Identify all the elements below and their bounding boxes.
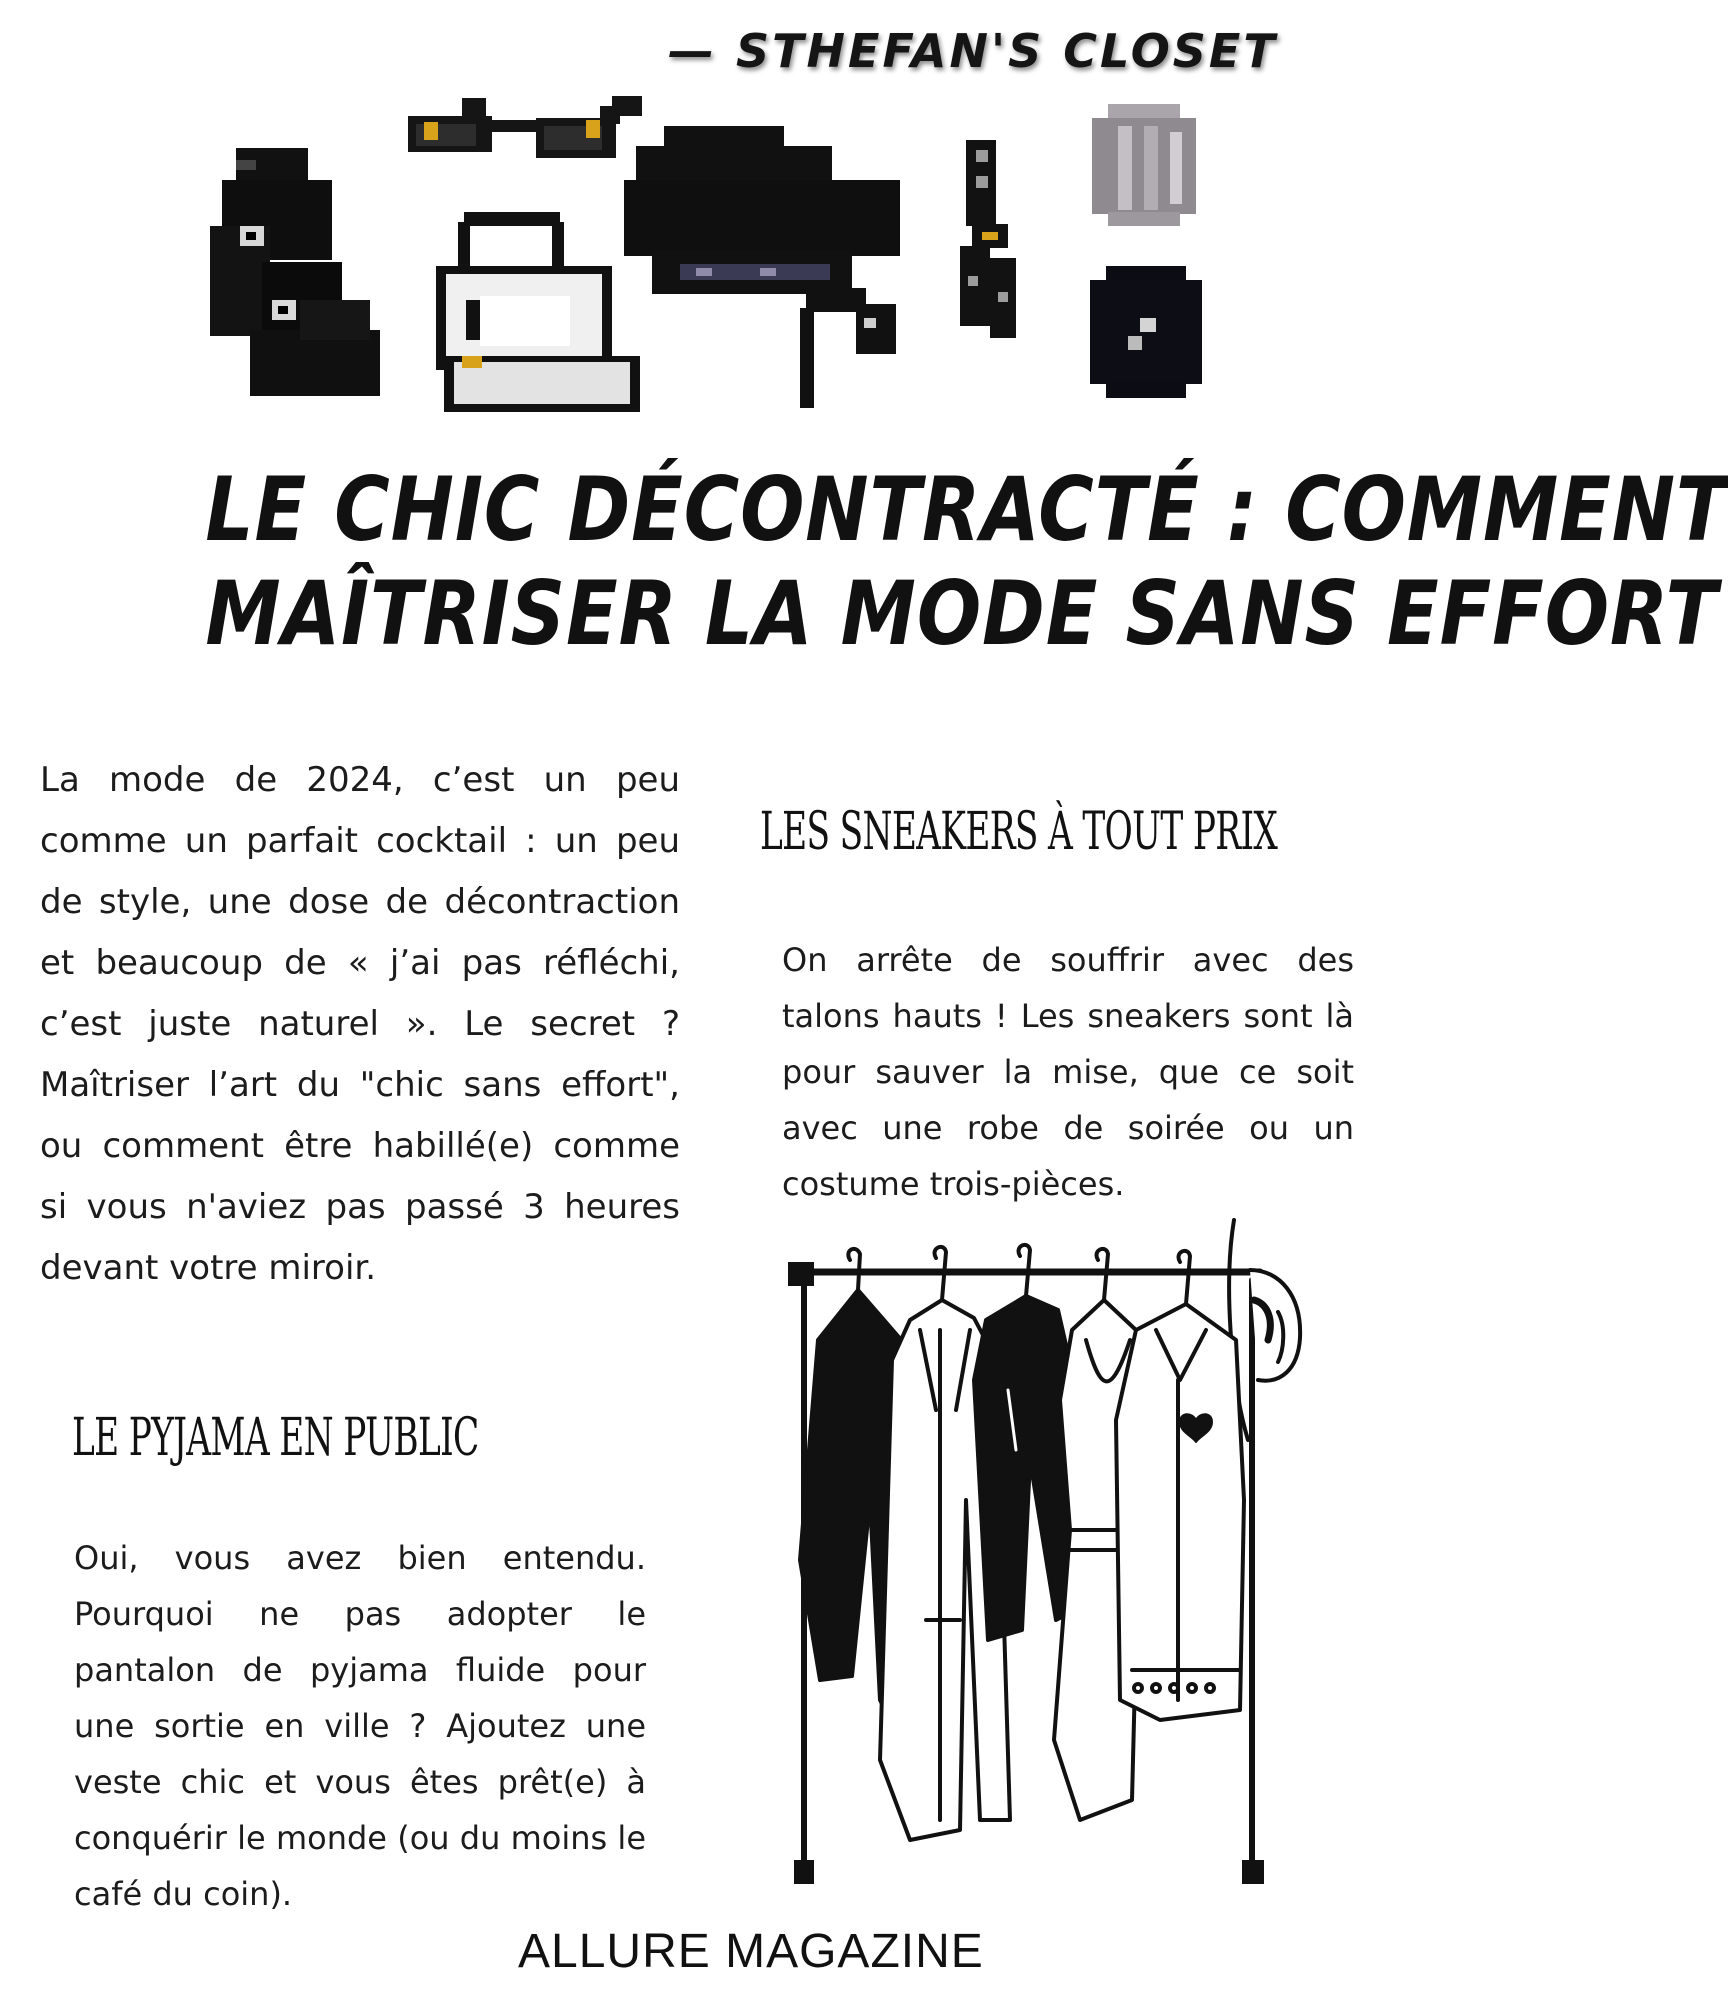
pixel-accessories-illustration	[0, 80, 1414, 430]
sneakers-paragraph: On arrête de souffrir avec des talons hauts ! Les sneakers sont là pour sauver la mise, que ce soit avec une robe de soirée ou un costume trois-pièces.	[782, 941, 1354, 1203]
headline-line-2: MAÎTRISER LA MODE SANS EFFORT	[205, 562, 1719, 665]
headline	[205, 458, 1728, 666]
clothing-rack-illustration	[760, 1200, 1340, 1900]
pixel-boot-icon	[210, 148, 380, 396]
pyjama-section-title: LE PYJAMA EN PUBLIC	[72, 1408, 479, 1468]
headline-line-1: LE CHIC DÉCONTRACTÉ : COMMENT	[205, 458, 1728, 561]
intro-paragraph: La mode de 2024, c’est un peu comme un parfait cocktail : un peu de style, une dose de décontraction et beaucoup de « j’ai pas réfléchi, c’est juste naturel ». Le secret ? Maîtriser l’art du "chic sans effort", ou comment être habillé(e) comme si vous n'aviez pas passé 3 heures devant votre miroir.	[40, 760, 680, 1288]
sneakers-section-title: LES SNEAKERS À TOUT PRIX	[760, 802, 1278, 862]
pixel-bracelet-icon	[960, 140, 1016, 338]
black-jacket	[974, 1296, 1076, 1640]
footer-magazine-name: ALLURE MAGAZINE	[518, 1925, 984, 1978]
pixel-button-icon	[1090, 266, 1202, 398]
pixel-pearl-icon	[1092, 104, 1196, 226]
pixel-handbag-icon	[436, 212, 640, 412]
pixel-beret-icon	[624, 126, 900, 408]
pyjama-paragraph: Oui, vous avez bien entendu. Pourquoi ne pas adopter le pantalon de pyjama fluide pour une sortie en ville ? Ajoutez une veste chic et vous êtes prêt(e) à conquérir le monde (ou du moins le café du coin).	[74, 1539, 646, 1913]
pixel-sunglasses-icon	[408, 96, 642, 158]
brand-title: — STHEFAN'S CLOSET	[668, 24, 1278, 78]
